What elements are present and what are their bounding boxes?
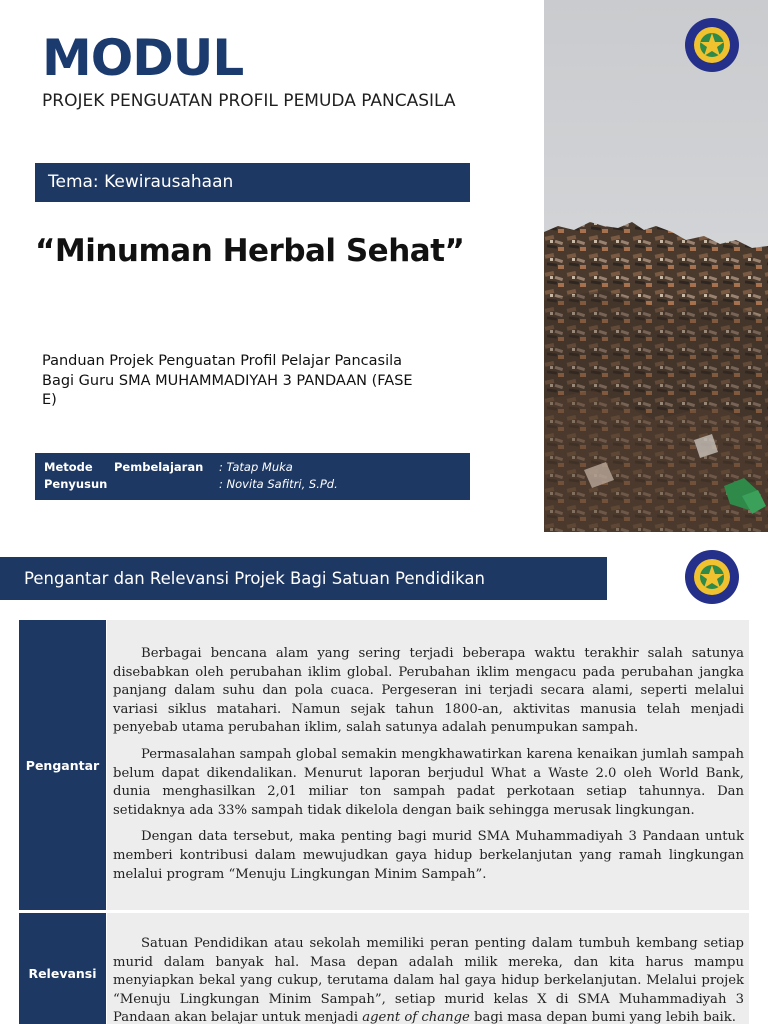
author-value: : Novita Safitri, S.Pd. xyxy=(219,477,338,491)
cover-photo xyxy=(544,0,768,532)
paragraph xyxy=(113,935,744,1024)
module-subtitle: PROJEK PENGUATAN PROFIL PEMUDA PANCASILA xyxy=(42,91,456,111)
module-title: MODUL xyxy=(42,29,244,87)
method-value: : Tatap Muka xyxy=(219,460,293,474)
table-row-pengantar xyxy=(19,620,749,910)
guide-description: Panduan Projek Penguatan Profil Pelajar Pancasila Bagi Guru SMA MUHAMMADIYAH 3 PANDAAN (FASE E) xyxy=(42,353,413,408)
theme-label: Tema: Kewirausahaan xyxy=(48,172,234,192)
paragraph: Dengan data tersebut, maka penting bagi murid SMA Muhammadiyah 3 Pandaan untuk memberi kontribusi dalam mewujudkan gaya hidup berkelanjutan yang ramah lingkungan melalui program “Menuju Lingkungan Minim Sampah”. xyxy=(113,829,744,882)
project-headline: “Minuman Herbal Sehat” xyxy=(35,233,465,269)
paragraph: Permasalahan sampah global semakin mengkhawatirkan karena kenaikan jumlah sampah belum dapat dikendalikan. Menurut laporan berjudul What a Waste 2.0 oleh World Bank, dunia menghasilkan 2,01 miliar ton sampah padat perkotaan setiap tahunnya. Dan setidaknya ada 33% sampah tidak dikelola dengan baik sehingga merusak lingkungan. xyxy=(113,746,744,818)
row-content-cell xyxy=(107,913,749,1024)
table-row-relevansi xyxy=(19,913,749,1024)
row-label: Relevansi xyxy=(28,965,97,981)
method-label: Metode xyxy=(44,460,93,474)
school-logo xyxy=(684,17,740,73)
row-content-cell xyxy=(107,620,749,910)
section-title: Pengantar dan Relevansi Projek Bagi Satuan Pendidikan xyxy=(24,569,485,588)
author-row xyxy=(44,476,470,493)
row-label-cell xyxy=(19,620,106,910)
author-label: Penyusun xyxy=(44,477,108,491)
school-logo-section xyxy=(684,549,740,605)
meta-info-band xyxy=(35,453,470,500)
section-heading xyxy=(0,557,607,600)
paragraph-text-end: bagi masa depan bumi yang lebih baik. xyxy=(469,1010,736,1024)
paragraph: Berbagai bencana alam yang sering terjadi beberapa waktu terakhir salah satunya disebabkan oleh perubahan iklim global. Perubahan iklim mengacu pada perubahan jangka panjang dalam suhu dan pola cuaca. Pergeseran ini terjadi secara alami, seperti melalui variasi siklus matahari. Namun sejak tahun 1800-an, aktivitas manusia telah menjadi penyebab utama perubahan iklim, salah satunya adalah penumpukan sampah. xyxy=(113,646,744,736)
row-label-cell xyxy=(19,913,106,1024)
row-label: Pengantar xyxy=(25,757,100,773)
method-row xyxy=(44,459,470,476)
theme-banner xyxy=(35,163,470,202)
paragraph-text: Satuan Pendidikan atau sekolah memiliki peran penting dalam tumbuh kembang setiap murid dalam banyak hal. Masa depan adalah milik mereka, dan kita harus mampu menyiapkan bekal yang cukup, terutama dalam hal gaya hidup berkelanjutan. Melalui projek “Menuju Lingkungan Minim Sampah”, setiap murid kelas X di SMA Muhammadiyah 3 Pandaan akan belajar untuk menjadi xyxy=(113,936,744,1024)
emphasis-text: agent of change xyxy=(362,1010,470,1024)
method-label-2: Pembelajaran xyxy=(114,460,204,474)
